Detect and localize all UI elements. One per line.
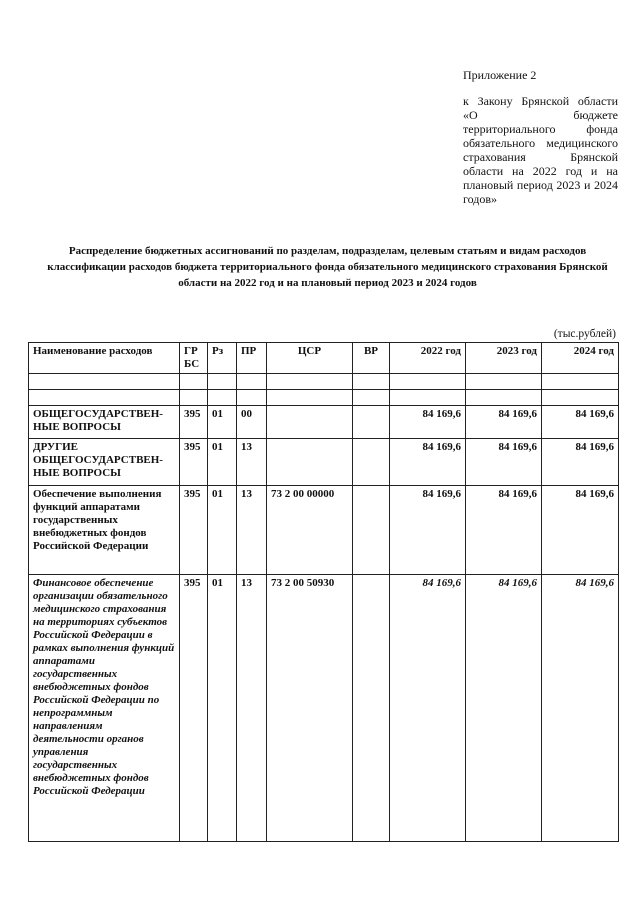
budget-table (28, 342, 619, 842)
header-pr: ПР (237, 343, 267, 374)
row-2023: 84 169,6 (466, 406, 542, 439)
row-2024: 84 169,6 (542, 439, 619, 486)
row-csr: 73 2 00 00000 (267, 486, 353, 575)
appendix-block (463, 68, 618, 206)
header-vr: ВР (353, 343, 390, 374)
header-csr: ЦСР (267, 343, 353, 374)
table-row (29, 486, 619, 575)
row-pr: 13 (237, 486, 267, 575)
row-pr: 13 (237, 439, 267, 486)
row-vr (353, 406, 390, 439)
row-vr (353, 575, 390, 842)
header-2022: 2022 год (390, 343, 466, 374)
row-name: ОБЩЕГОСУДАРСТВЕН-НЫЕ ВОПРОСЫ (29, 406, 180, 439)
row-2022: 84 169,6 (390, 439, 466, 486)
row-grbs: 395 (180, 486, 208, 575)
row-pr: 00 (237, 406, 267, 439)
row-2023: 84 169,6 (466, 486, 542, 575)
spacer-row (29, 390, 619, 406)
row-grbs: 395 (180, 406, 208, 439)
row-grbs: 395 (180, 439, 208, 486)
row-vr (353, 439, 390, 486)
row-2022: 84 169,6 (390, 486, 466, 575)
row-rz: 01 (208, 575, 237, 842)
row-2022: 84 169,6 (390, 575, 466, 842)
header-rz: Рз (208, 343, 237, 374)
row-csr (267, 406, 353, 439)
table-row (29, 575, 619, 842)
header-2023: 2023 год (466, 343, 542, 374)
row-grbs: 395 (180, 575, 208, 842)
row-2024: 84 169,6 (542, 575, 619, 842)
appendix-title: Приложение 2 (463, 68, 537, 82)
row-csr (267, 439, 353, 486)
header-2024: 2024 год (542, 343, 619, 374)
row-2024: 84 169,6 (542, 486, 619, 575)
header-grbs: ГР БС (180, 343, 208, 374)
document-title: Распределение бюджетных ассигнований по разделам, подразделам, целевым статьям и видам расходов классификации расходов бюджета территориального фонда обязательного медицинского страхования Брянской области на 2022 год и на плановый период 2023 и 2024 годов (47, 245, 608, 289)
row-vr (353, 486, 390, 575)
header-name: Наименование расходов (29, 343, 180, 374)
table-row (29, 439, 619, 486)
row-name: ДРУГИЕ ОБЩЕГОСУДАРСТВЕН-НЫЕ ВОПРОСЫ (29, 439, 180, 486)
row-rz: 01 (208, 406, 237, 439)
table-header-row (29, 343, 619, 374)
row-2022: 84 169,6 (390, 406, 466, 439)
row-2023: 84 169,6 (466, 575, 542, 842)
row-2023: 84 169,6 (466, 439, 542, 486)
row-name: Обеспечение выполнения функций аппаратами государственных внебюджетных фондов Российской Федерации (29, 486, 180, 575)
row-pr: 13 (237, 575, 267, 842)
row-csr: 73 2 00 50930 (267, 575, 353, 842)
row-rz: 01 (208, 486, 237, 575)
row-name: Финансовое обеспечение организации обязательного медицинского страхования на территориях субъектов Российской Федерации в рамках выполнения функций аппаратами государственных внебюджетных фондов Российской Федерации по непрограммным направлениям деятельности органов управления государственных внебюджетных фондов Российской Федерации (29, 575, 180, 842)
spacer-row (29, 374, 619, 390)
row-2024: 84 169,6 (542, 406, 619, 439)
units-label: (тыс.рублей) (553, 328, 616, 340)
table-row (29, 406, 619, 439)
row-rz: 01 (208, 439, 237, 486)
appendix-reference: к Закону Брянской области «О бюджете территориального фонда обязательного медицинского страхования Брянской области на 2022 год и на плановый период 2023 и 2024 годов» (463, 94, 618, 206)
